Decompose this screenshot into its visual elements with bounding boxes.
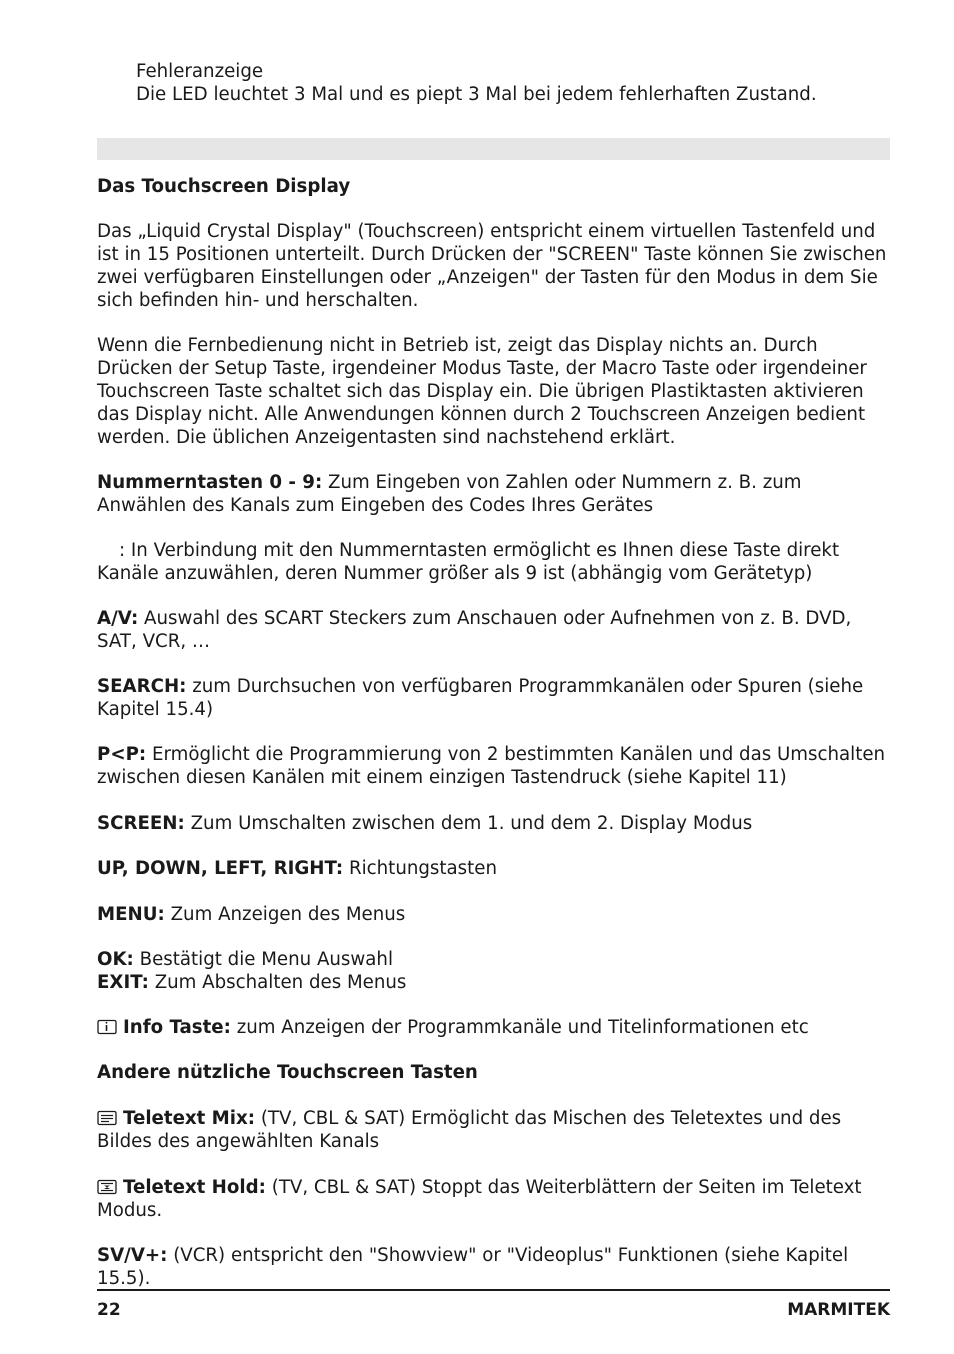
key-label: Teletext Hold: [123, 1177, 266, 1198]
key-desc: zum Durchsuchen von verfügbaren Programmkanälen oder Spuren (siehe Kapitel 15.4) [97, 676, 864, 720]
key-desc: (VCR) entspricht den "Showview" or "Videoplus" Funktionen (siehe Kapitel 15.5). [97, 1245, 849, 1289]
key-pp [97, 743, 892, 789]
key-label: EXIT: [97, 972, 149, 993]
key-screen [97, 812, 892, 835]
key-label: UP, DOWN, LEFT, RIGHT: [97, 858, 344, 879]
key-desc: (TV, CBL & SAT) Ermöglicht das Mischen des Teletextes und des Bildes des angewählten Kanals [97, 1108, 842, 1152]
key-label: OK: [97, 949, 134, 970]
key-digit-select [97, 539, 892, 585]
key-label: Teletext Mix: [123, 1108, 256, 1129]
key-desc: Bestätigt die Menu Auswahl [133, 949, 393, 970]
teletext-hold-icon [97, 1178, 117, 1195]
key-menu [97, 903, 892, 926]
key-desc: Richtungstasten [343, 858, 497, 879]
other-heading: Andere nützliche Touchscreen Tasten [97, 1062, 478, 1083]
key-desc: : In Verbindung mit den Nummerntasten ermöglicht es Ihnen diese Taste direkt Kanäle anzuwählen, deren Nummer größer als 9 ist (abhängig vom Gerätetyp) [97, 540, 840, 584]
teletext-mix-icon [97, 1109, 117, 1126]
key-info [97, 1016, 892, 1039]
display-paragraph: Wenn die Fernbedienung nicht in Betrieb ist, zeigt das Display nichts an. Durch Drücken der Setup Taste, irgendeiner Modus Taste, der Macro Taste oder irgendeiner Touchscreen Taste schaltet sich das Display ein. Die übrigen Plastiktasten aktivieren das Display nicht. Alle Anwendungen können durch 2 Touchscreen Anzeigen bedient werden. Die üblichen Anzeigentasten sind nachstehend erklärt. [97, 335, 867, 448]
key-label: Nummerntasten 0 - 9: [97, 472, 323, 493]
key-label: MENU: [97, 904, 165, 925]
info-icon [97, 1018, 117, 1035]
key-ok-exit [97, 948, 892, 994]
key-label: SCREEN: [97, 813, 185, 834]
key-av [97, 607, 892, 653]
error-indicator-text: Die LED leuchtet 3 Mal und es piept 3 Mal bei jedem fehlerhaften Zustand. [136, 84, 817, 105]
key-search [97, 675, 892, 721]
key-desc: Zum Eingeben von Zahlen oder Nummern z. B. zum Anwählen des Kanals zum Eingeben des Codes Ihres Gerätes [97, 472, 802, 516]
key-desc: Zum Abschalten des Menus [148, 972, 407, 993]
key-teletext-mix [97, 1107, 892, 1153]
section-heading: Das Touchscreen Display [97, 176, 351, 197]
key-desc: Auswahl des SCART Steckers zum Anschauen oder Aufnehmen von z. B. DVD, SAT, VCR, … [97, 608, 852, 652]
intro-paragraph: Das „Liquid Crystal Display" (Touchscreen) entspricht einem virtuellen Tastenfeld und ist in 15 Positionen unterteilt. Durch Drücken der "SCREEN" Taste können Sie zwischen zwei verfügbaren Einstellungen oder „Anzeigen" der Tasten für den Modus in dem Sie sich befinden hin- und herschalten. [97, 221, 887, 311]
section-divider-bar [97, 138, 890, 160]
key-svv [97, 1244, 892, 1290]
key-teletext-hold [97, 1176, 892, 1222]
key-desc: (TV, CBL & SAT) Stoppt das Weiterblättern der Seiten im Teletext Modus. [97, 1177, 862, 1221]
key-desc: Zum Umschalten zwischen dem 1. und dem 2. Display Modus [184, 813, 753, 834]
page-number: 22 [97, 1300, 121, 1320]
key-directions [97, 857, 892, 880]
error-indicator-title: Fehleranzeige [136, 61, 264, 82]
key-label: Info Taste: [123, 1017, 231, 1038]
key-label: A/V: [97, 608, 139, 629]
key-label: SV/V+: [97, 1245, 168, 1266]
footer-rule [97, 1289, 890, 1291]
key-label: SEARCH: [97, 676, 187, 697]
key-desc: zum Anzeigen der Programmkanäle und Titelinformationen etc [230, 1017, 809, 1038]
key-desc: Zum Anzeigen des Menus [164, 904, 406, 925]
brand-name: MARMITEK [787, 1300, 890, 1320]
error-indicator-block [136, 60, 896, 106]
key-label: P<P: [97, 744, 147, 765]
key-numbers [97, 471, 892, 517]
key-desc: Ermöglicht die Programmierung von 2 bestimmten Kanälen und das Umschalten zwischen diesen Kanälen mit einem einzigen Tastendruck (siehe Kapitel 11) [97, 744, 886, 788]
